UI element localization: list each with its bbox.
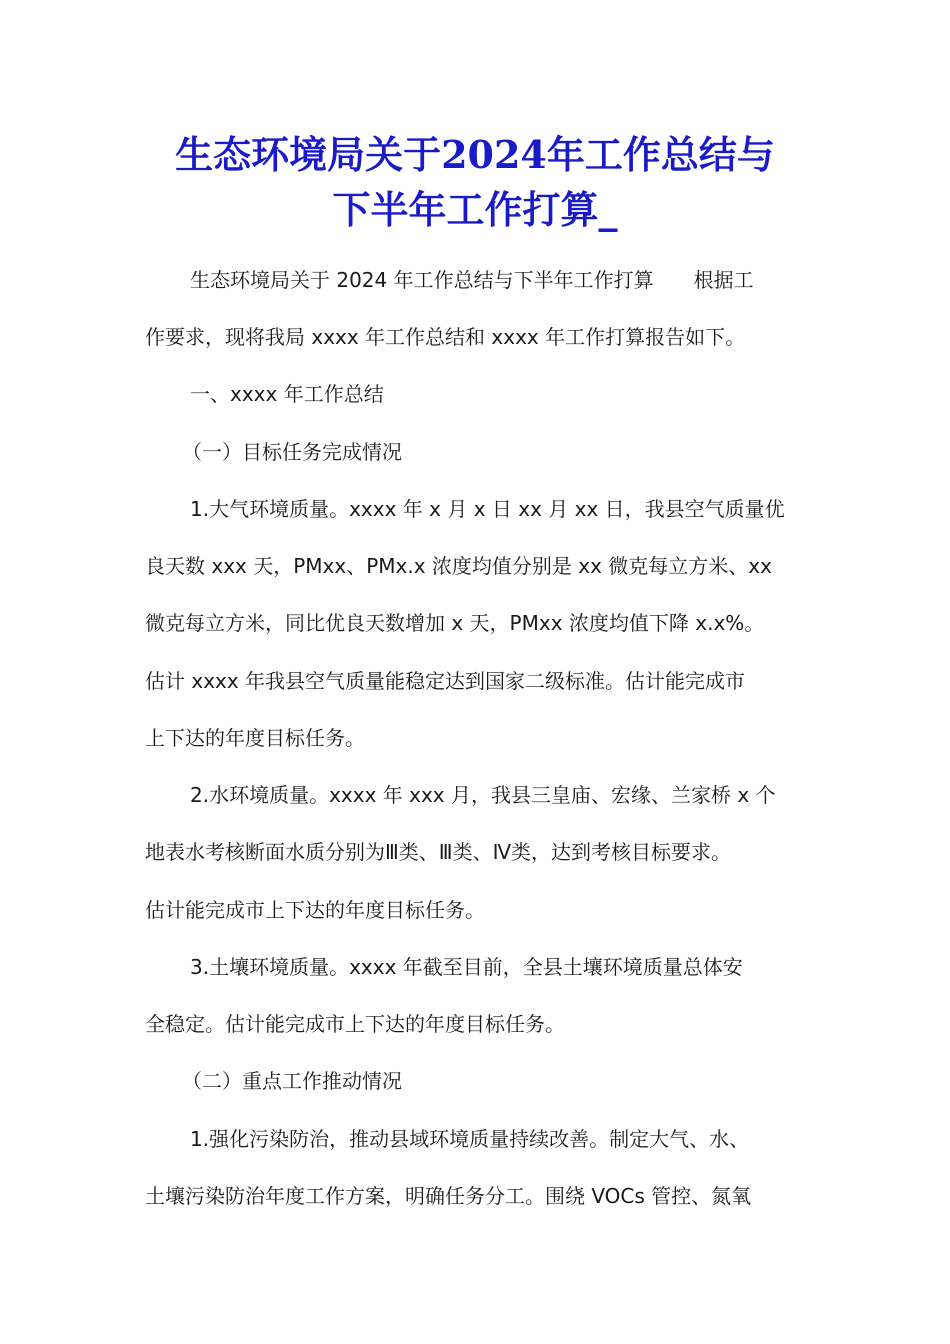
body-line: 地表水考核断面水质分别为Ⅲ类、Ⅲ类、Ⅳ类，达到考核目标要求。 — [145, 840, 732, 864]
body-line: 估计能完成市上下达的年度目标任务。 — [145, 898, 485, 922]
subsection-heading: （二）重点工作推动情况 — [182, 1069, 402, 1093]
body-line: 微克每立方米，同比优良天数增加 x 天，PMxx 浓度均值下降 x.x%。 — [145, 611, 765, 635]
body-line: 上下达的年度目标任务。 — [145, 726, 365, 750]
body-line: 1.强化污染防治，推动县域环境质量持续改善。制定大气、水、 — [190, 1127, 750, 1151]
body-line: 良天数 xxx 天，PMxx、PMx.x 浓度均值分别是 xx 微克每立方米、xx — [145, 554, 772, 578]
subsection-heading: （一）目标任务完成情况 — [182, 440, 402, 464]
document-title-line-1: 生态环境局关于2024年工作总结与 — [175, 132, 775, 177]
body-line: 估计 xxxx 年我县空气质量能稳定达到国家二级标准。估计能完成市 — [145, 669, 746, 693]
body-line: 3.土壤环境质量。xxxx 年截至目前，全县土壤环境质量总体安 — [190, 955, 743, 979]
body-line: 1.大气环境质量。xxxx 年 x 月 x 日 xx 月 xx 日，我县空气质量优 — [190, 497, 785, 521]
document-title-line-2: 下半年工作打算_ — [332, 187, 618, 232]
body-line: 生态环境局关于 2024 年工作总结与下半年工作打算 根据工 — [190, 268, 754, 292]
section-heading: 一、xxxx 年工作总结 — [190, 382, 384, 406]
body-line: 土壤污染防治年度工作方案，明确任务分工。围绕 VOCs 管控、氮氧 — [145, 1184, 752, 1208]
body-line: 作要求，现将我局 xxxx 年工作总结和 xxxx 年工作打算报告如下。 — [145, 325, 746, 349]
body-line: 全稳定。估计能完成市上下达的年度目标任务。 — [145, 1012, 565, 1036]
body-line: 2.水环境质量。xxxx 年 xxx 月，我县三皇庙、宏缘、兰家桥 x 个 — [190, 783, 776, 807]
